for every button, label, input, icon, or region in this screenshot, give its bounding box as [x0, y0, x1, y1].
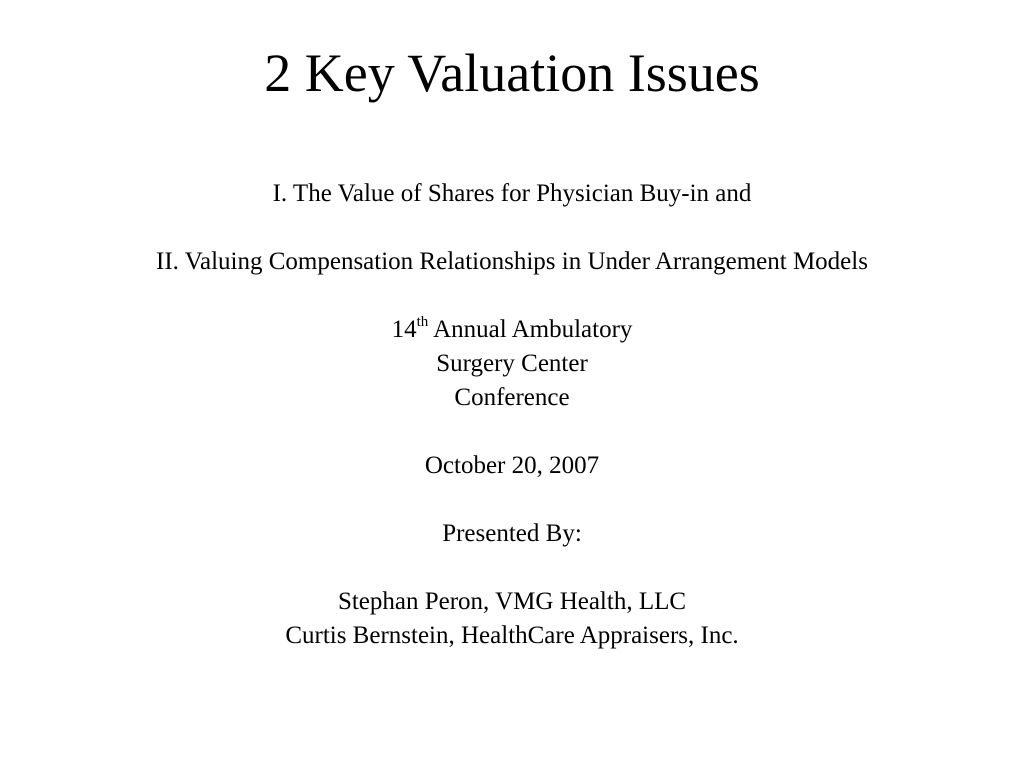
spacer [100, 211, 924, 245]
ordinal-suffix: th [416, 313, 429, 330]
spacer [100, 551, 924, 585]
slide-title: 2 Key Valuation Issues [264, 43, 760, 103]
conference-number: 14 [391, 316, 417, 343]
conference-name-start: Annual Ambulatory [428, 316, 633, 343]
topic-two: II. Valuing Compensation Relationships in Under Arrangement Models [156, 248, 868, 275]
slide-body [100, 177, 924, 653]
presenter-two: Curtis Bernstein, HealthCare Appraisers, Inc. [285, 622, 739, 649]
spacer [100, 415, 924, 449]
conference-line-one [100, 313, 924, 347]
conference-line-three: Conference [454, 384, 570, 411]
spacer [100, 279, 924, 313]
presented-by-label: Presented By: [442, 520, 582, 547]
topic-one: I. The Value of Shares for Physician Buy-in and [272, 180, 752, 207]
spacer [100, 483, 924, 517]
presenter-one: Stephan Peron, VMG Health, LLC [337, 588, 687, 615]
conference-line-two: Surgery Center [436, 350, 588, 377]
presentation-date: October 20, 2007 [424, 452, 600, 479]
